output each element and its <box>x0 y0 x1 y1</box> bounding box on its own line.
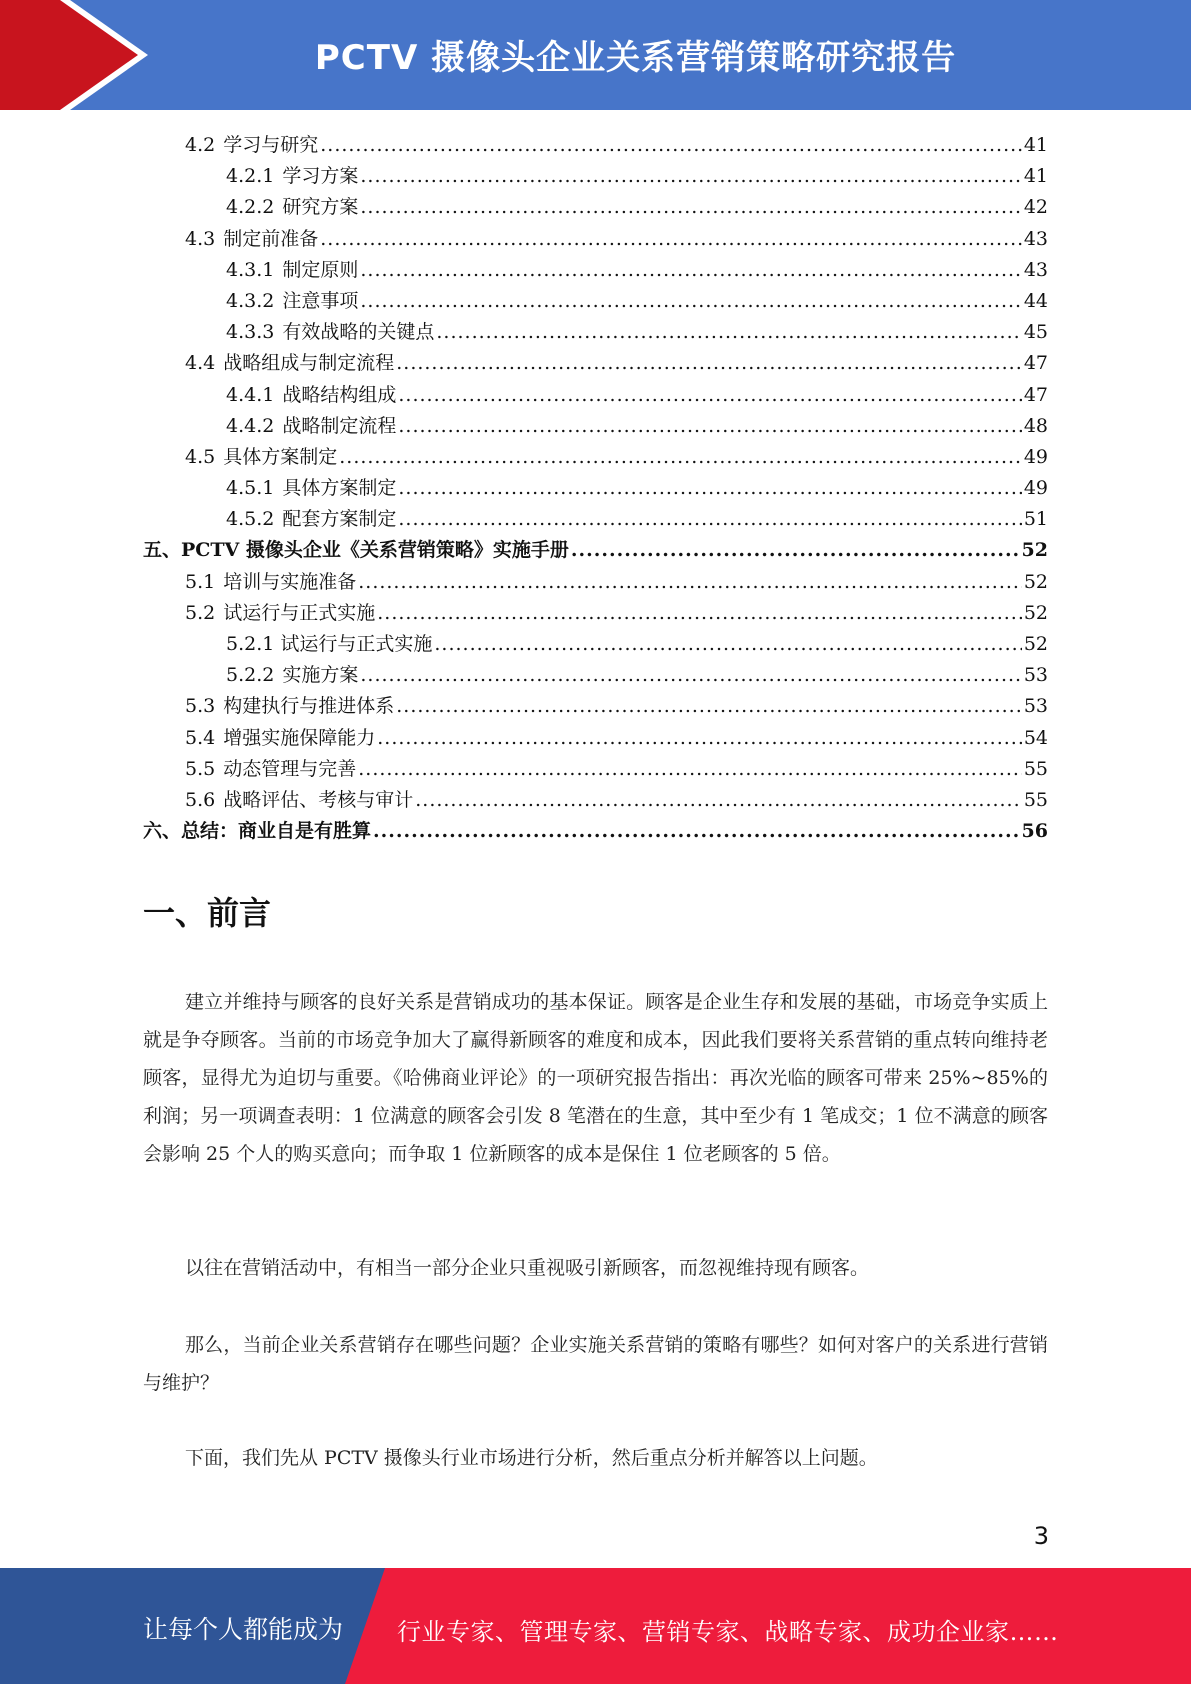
toc-dot-leader <box>360 161 1021 192</box>
paragraph-4: 下面，我们先从 PCTV 摄像头行业市场进行分析，然后重点分析并解答以上问题。 <box>185 1447 878 1469</box>
toc-entry[interactable] <box>143 754 1048 785</box>
footer-slogan-right: 行业专家、管理专家、营销专家、战略专家、成功企业家…… <box>397 1618 1059 1646</box>
toc-dot-leader <box>377 598 1022 629</box>
section-heading: 一、前言 <box>143 894 272 932</box>
toc-entry-page: 56 <box>1021 820 1048 843</box>
toc-entry-title: 战略组成与制定流程 <box>223 352 395 375</box>
toc-entry-page: 41 <box>1023 165 1048 188</box>
toc-entry-number: 4.2.1 <box>226 165 275 188</box>
paragraph-1: 建立并维持与顾客的良好关系是营销成功的基本保证。顾客是企业生存和发展的基础，市场竞争实质上就是争夺顾客。当前的市场竞争加大了赢得新顾客的难度和成本，因此我们要将关系营销的重点转向维持老顾客，显得尤为迫切与重要。《哈佛商业评论》的一项研究报告指出：再次光临的顾客可带来 25%~85%的利润；另一项调查表明：1 位满意的顾客会引发 8 笔潜在的生意，其中至少有 1 笔成交；1 位不满意的顾客会影响 25 个人的购买意向；而争取 1 位新顾客的成本是保住 1 位老顾客的 5 倍。 <box>143 991 1048 1165</box>
toc-entry-number: 4.4.1 <box>226 383 275 406</box>
toc-entry-page: 47 <box>1023 383 1048 406</box>
toc-entry-title: 试运行与正式实施 <box>223 601 376 624</box>
toc-dot-leader <box>339 442 1022 473</box>
toc-entry-number: 4.2.2 <box>226 196 275 219</box>
toc-dot-leader <box>434 629 1021 660</box>
toc-entry-page: 41 <box>1023 134 1048 156</box>
toc-entry-page: 48 <box>1023 414 1048 437</box>
toc-entry-page: 52 <box>1023 633 1048 655</box>
toc-dot-leader <box>398 411 1021 442</box>
toc-entry[interactable] <box>143 598 1048 629</box>
toc-entry[interactable] <box>143 130 1048 161</box>
toc-entry-page: 54 <box>1023 726 1048 749</box>
toc-entry-number: 4.4.2 <box>226 414 275 437</box>
toc-entry-title: 学习与研究 <box>223 134 319 156</box>
toc-entry-page: 52 <box>1023 570 1048 593</box>
toc-entry-number: 4.2 <box>185 134 216 156</box>
toc-entry-page: 45 <box>1023 321 1048 344</box>
toc-entry-number: 4.3.2 <box>226 289 275 312</box>
toc-entry-title: 战略制定流程 <box>282 414 397 437</box>
report-title: PCTV 摄像头企业关系营销策略研究报告 <box>314 38 957 78</box>
toc-entry[interactable] <box>143 348 1048 379</box>
toc-entry[interactable] <box>143 504 1048 535</box>
toc-entry[interactable] <box>143 473 1048 504</box>
toc-entry-title: 增强实施保障能力 <box>223 726 376 749</box>
toc-entry-title: 培训与实施准备 <box>223 570 357 593</box>
toc-entry-number: 5.2.2 <box>226 664 275 687</box>
toc-entry[interactable] <box>143 785 1048 816</box>
toc-entry[interactable] <box>143 567 1048 598</box>
toc-dot-leader <box>358 567 1022 598</box>
toc-entry[interactable] <box>143 224 1048 255</box>
toc-entry-page: 55 <box>1023 757 1048 780</box>
toc-entry-number: 4.5.1 <box>226 477 275 500</box>
toc-entry-number: 5.6 <box>185 788 216 811</box>
toc-dot-leader <box>398 380 1021 411</box>
toc-dot-leader <box>398 473 1021 504</box>
toc-entry-page: 51 <box>1023 508 1048 531</box>
toc-entry-title: 学习方案 <box>282 165 359 188</box>
toc-entry[interactable] <box>143 723 1048 754</box>
toc-dot-leader <box>373 816 1020 847</box>
toc-entry-title: 动态管理与完善 <box>223 757 357 780</box>
toc-entry[interactable] <box>143 255 1048 286</box>
toc-entry-title: 具体方案制定 <box>282 477 397 500</box>
toc-entry-number: 4.3 <box>185 227 216 250</box>
toc-dot-leader <box>571 535 1020 566</box>
toc-entry-page: 53 <box>1023 664 1048 687</box>
toc-entry-page: 52 <box>1023 601 1048 624</box>
toc-entry-number: 4.3.3 <box>226 321 275 344</box>
toc-entry-title: 实施方案 <box>282 664 359 687</box>
paragraph-3: 那么，当前企业关系营销存在哪些问题？企业实施关系营销的策略有哪些？如何对客户的关系进行营销与维护？ <box>143 1334 1048 1394</box>
toc-dot-leader <box>360 286 1021 317</box>
toc-dot-leader <box>320 224 1022 255</box>
toc-entry-number: 5.1 <box>185 570 216 593</box>
toc-entry[interactable] <box>143 161 1048 192</box>
toc-entry-page: 43 <box>1023 227 1048 250</box>
toc-entry[interactable] <box>143 629 1048 660</box>
paragraph-2: 以往在营销活动中，有相当一部分企业只重视吸引新顾客，而忽视维持现有顾客。 <box>185 1257 870 1279</box>
toc-entry-title: 配套方案制定 <box>282 508 397 531</box>
toc-entry[interactable] <box>143 691 1048 722</box>
toc-entry-title: 制定前准备 <box>223 227 319 250</box>
toc-entry-title: 注意事项 <box>282 289 359 312</box>
toc-entry-page: 44 <box>1023 289 1048 312</box>
toc-dot-leader <box>396 691 1022 722</box>
toc-entry-title: 战略结构组成 <box>282 383 397 406</box>
toc-entry-title: 构建执行与推进体系 <box>223 695 395 718</box>
toc-entry-number: 5.5 <box>185 757 216 780</box>
toc-entry-number: 5.3 <box>185 695 216 718</box>
toc-entry-title: 六、总结：商业自是有胜算 <box>143 820 372 843</box>
toc-entry[interactable] <box>143 317 1048 348</box>
toc-entry-page: 53 <box>1023 695 1048 718</box>
toc-entry-number: 5.4 <box>185 726 216 749</box>
toc-dot-leader <box>398 504 1021 535</box>
toc-entry-title: 五、PCTV 摄像头企业《关系营销策略》实施手册 <box>143 539 569 562</box>
toc-dot-leader <box>415 785 1022 816</box>
toc-entry[interactable] <box>143 380 1048 411</box>
toc-entry-page: 47 <box>1023 352 1048 375</box>
toc-entry-page: 49 <box>1023 445 1048 468</box>
toc-dot-leader <box>396 348 1022 379</box>
toc-entry-number: 4.3.1 <box>226 258 275 281</box>
toc-entry[interactable] <box>143 660 1048 691</box>
page-number: 3 <box>1033 1522 1049 1550</box>
toc-entry-title: 制定原则 <box>282 258 359 281</box>
toc-entry[interactable] <box>143 816 1048 847</box>
toc-entry[interactable] <box>143 411 1048 442</box>
toc-entry[interactable] <box>143 535 1048 566</box>
toc-dot-leader <box>377 723 1022 754</box>
toc-dot-leader <box>320 130 1022 161</box>
toc-entry-number: 5.2 <box>185 601 216 624</box>
toc-entry-page: 43 <box>1023 258 1048 281</box>
toc-entry[interactable] <box>143 286 1048 317</box>
toc-entry-number: 4.5.2 <box>226 508 275 531</box>
toc-entry-title: 有效战略的关键点 <box>282 321 435 344</box>
toc-entry-number: 4.5 <box>185 445 216 468</box>
toc-dot-leader <box>358 754 1022 785</box>
toc-entry[interactable] <box>143 442 1048 473</box>
toc-dot-leader <box>360 255 1021 286</box>
toc-entry-number: 4.4 <box>185 352 216 375</box>
toc-entry-page: 42 <box>1023 196 1048 219</box>
toc-entry-page: 49 <box>1023 477 1048 500</box>
toc-entry-title: 5.2.1 试运行与正式实施 <box>226 633 433 655</box>
toc-entry[interactable] <box>143 192 1048 223</box>
toc-entry-title: 战略评估、考核与审计 <box>223 788 414 811</box>
page-footer <box>0 1568 1191 1684</box>
toc-entry-page: 55 <box>1023 788 1048 811</box>
toc-dot-leader <box>360 192 1021 223</box>
toc-entry-page: 52 <box>1021 539 1048 562</box>
table-of-contents <box>143 130 1048 847</box>
footer-slogan-left: 让每个人都能成为 <box>143 1615 344 1644</box>
toc-dot-leader <box>360 660 1021 691</box>
page-header <box>0 0 1191 110</box>
toc-dot-leader <box>436 317 1021 348</box>
toc-entry-title: 研究方案 <box>282 196 359 219</box>
toc-entry-title: 具体方案制定 <box>223 445 338 468</box>
